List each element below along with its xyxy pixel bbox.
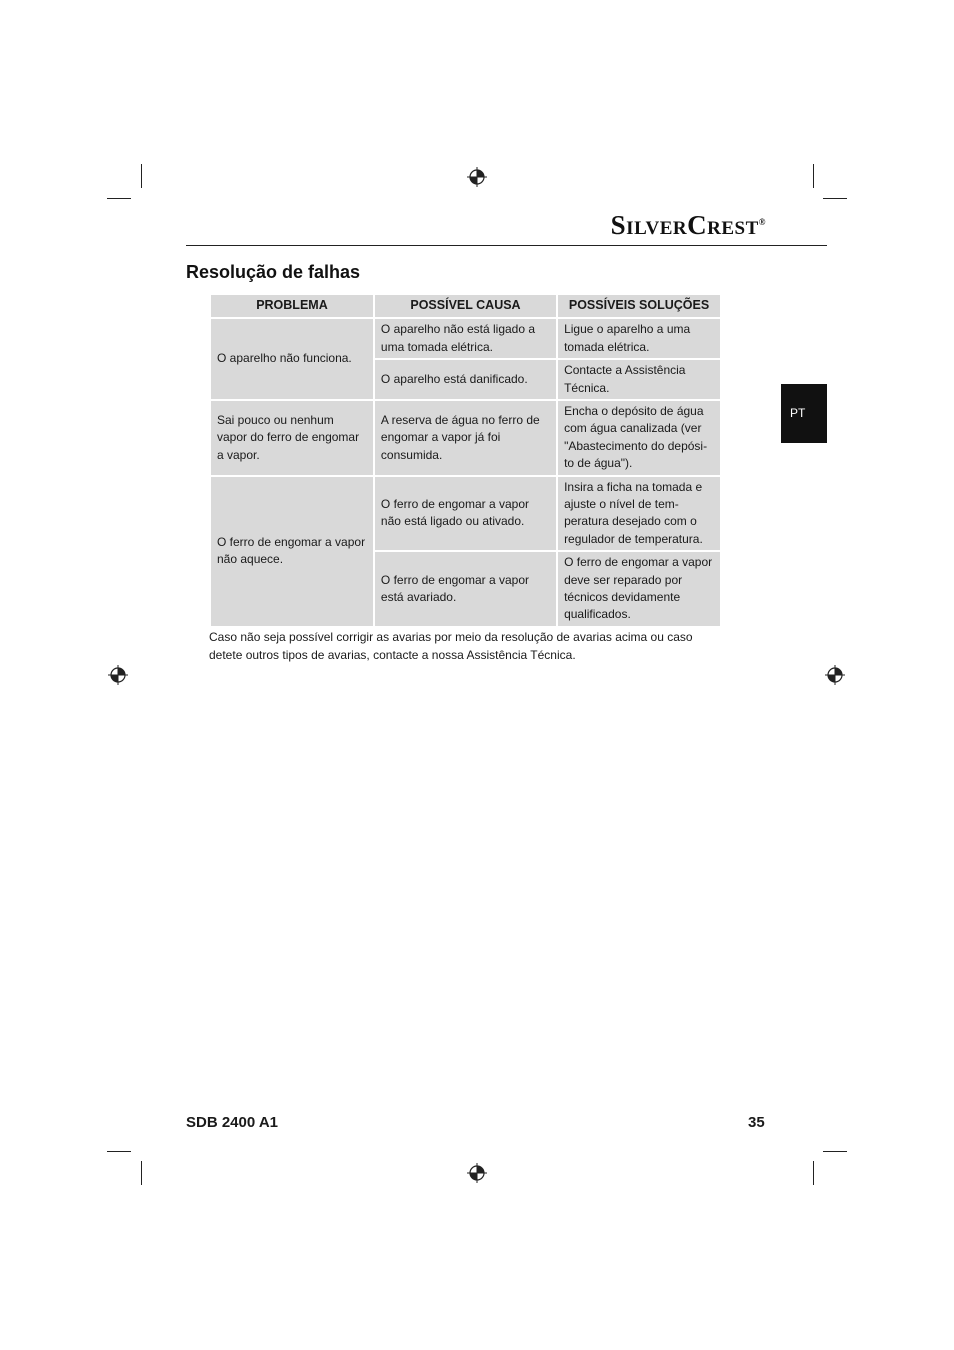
solution-cell: Encha o depósito de água com água canalizada (ver "Abastecimento do depósi-to de água").	[557, 400, 721, 476]
registration-mark-icon	[825, 665, 845, 685]
table-row	[210, 400, 721, 476]
solution-cell: Contacte a Assistência Técnica.	[557, 359, 721, 400]
crop-mark	[141, 1161, 142, 1185]
table-row	[210, 318, 721, 359]
troubleshooting-table	[209, 293, 722, 628]
problem-cell: Sai pouco ou nenhum vapor do ferro de engomar a vapor.	[210, 400, 374, 476]
brand-logo: SILVERCREST®	[610, 210, 766, 240]
cause-cell: O ferro de engomar a vapor está avariado.	[374, 551, 557, 627]
registration-mark-icon	[467, 167, 487, 187]
table-row	[210, 476, 721, 552]
solution-cell: Ligue o aparelho a uma tomada elétrica.	[557, 318, 721, 359]
crop-mark	[107, 198, 131, 199]
solution-cell: O ferro de engomar a vapor deve ser reparado por técnicos devidamente qualificados.	[557, 551, 721, 627]
registration-mark-icon	[108, 665, 128, 685]
crop-mark	[141, 164, 142, 188]
problem-cell: O ferro de engomar a vapor não aquece.	[210, 476, 374, 627]
cause-cell: A reserva de água no ferro de engomar a vapor já foi consumida.	[374, 400, 557, 476]
header-rule	[186, 245, 827, 246]
registration-mark-icon	[467, 1163, 487, 1183]
problem-cell: O aparelho não funciona.	[210, 318, 374, 400]
crop-mark	[813, 1161, 814, 1185]
solution-cell: Insira a ficha na tomada e ajuste o nível de tem-peratura desejado com o regulador de temperatura.	[557, 476, 721, 552]
support-note: Caso não seja possível corrigir as avarias por meio da resolução de avarias acima ou caso detete outros tipos de avarias, contacte a nossa Assistência Técnica.	[209, 630, 693, 662]
cause-cell: O aparelho está danificado.	[374, 359, 557, 400]
cause-cell: O aparelho não está ligado a uma tomada elétrica.	[374, 318, 557, 359]
cause-cell: O ferro de engomar a vapor não está ligado ou ativado.	[374, 476, 557, 552]
header-problem: PROBLEMA	[210, 294, 374, 318]
crop-mark	[823, 198, 847, 199]
crop-mark	[107, 1151, 131, 1152]
table-header-row	[210, 294, 721, 318]
header-solutions: POSSÍVEIS SOLUÇÕES	[557, 294, 721, 318]
crop-mark	[813, 164, 814, 188]
page-number: 35	[748, 1114, 765, 1131]
language-tab	[781, 384, 827, 443]
header-cause: POSSÍVEL CAUSA	[374, 294, 557, 318]
page-title: Resolução de falhas	[186, 262, 361, 282]
crop-mark	[823, 1151, 847, 1152]
language-tab-label: PT	[790, 406, 806, 420]
footer-model: SDB 2400 A1	[186, 1114, 278, 1131]
